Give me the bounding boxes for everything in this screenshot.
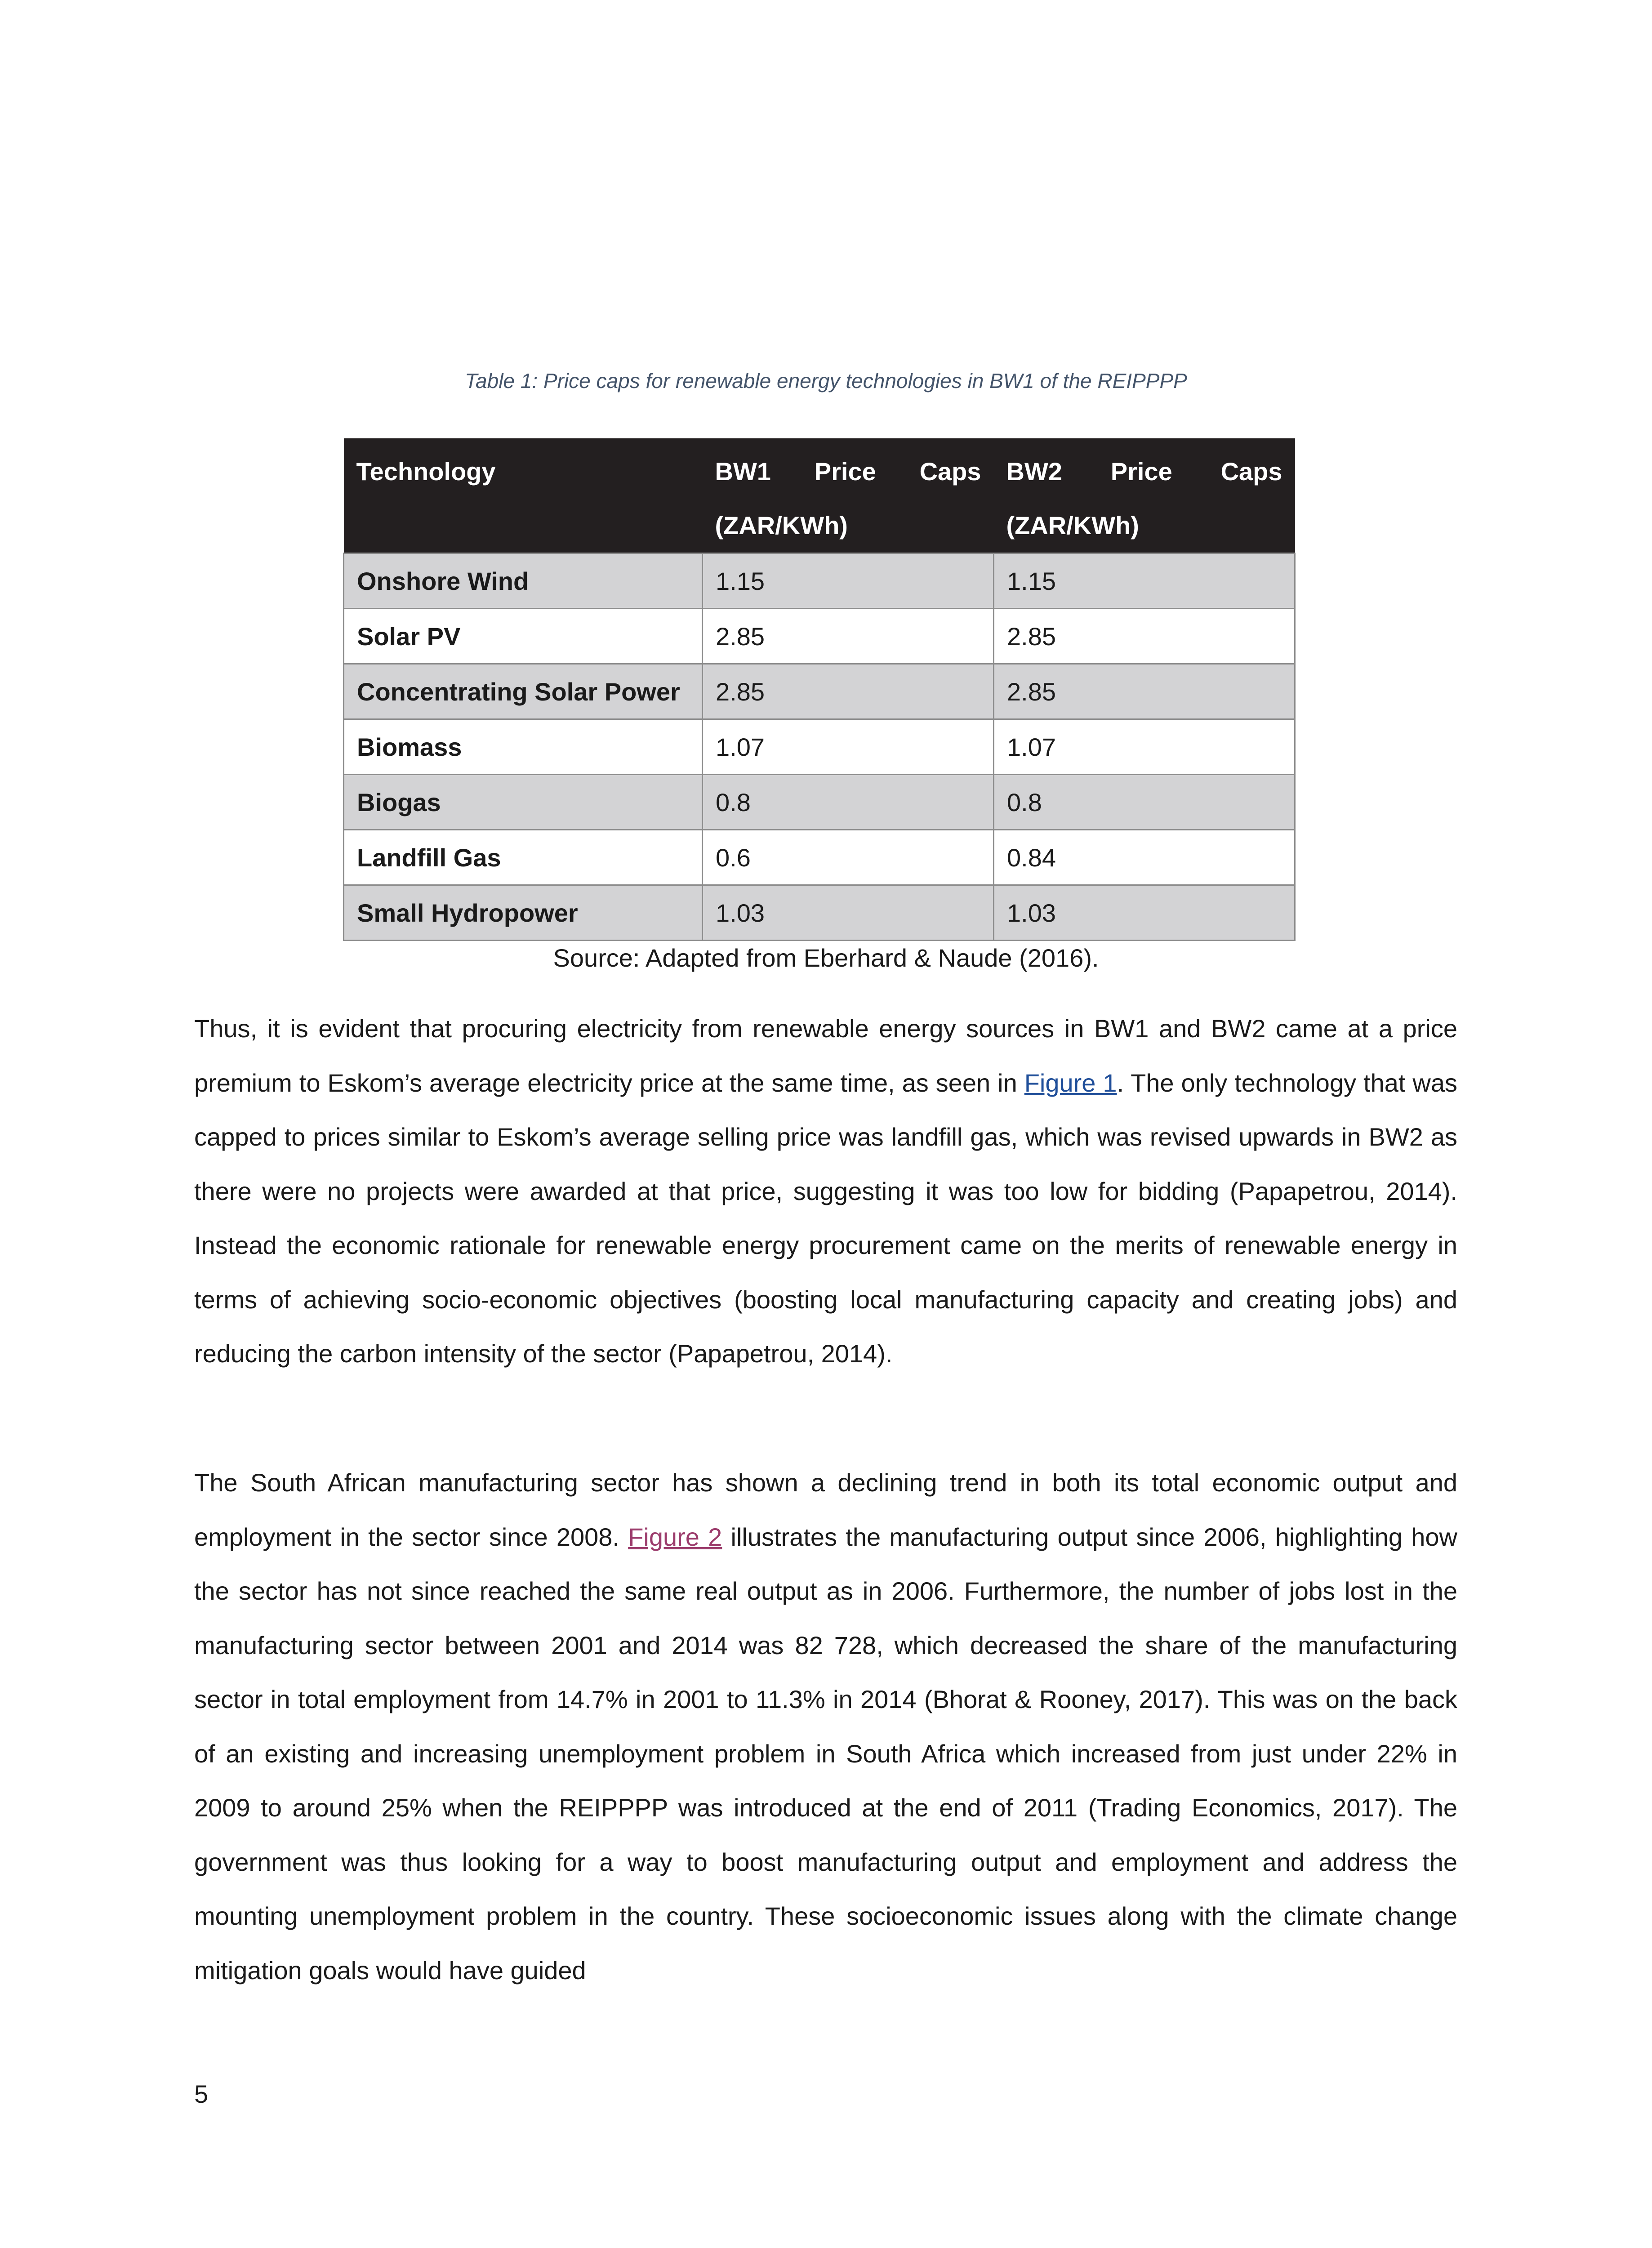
table-row — [344, 885, 1295, 941]
table-caption: Table 1: Price caps for renewable energy technologies in BW1 of the REIPPPP — [465, 369, 1187, 393]
bw1-cell: 1.15 — [703, 553, 994, 609]
table-header-row — [344, 438, 1295, 553]
table-row — [344, 664, 1295, 719]
table-row — [344, 609, 1295, 664]
body-paragraph-1: Thus, it is evident that procuring electricity from renewable energy sources in BW1 and BW2 came at a price premium to Eskom’s average electricity price at the same time, as seen in Figure 1. The only technology that was capped to prices similar to Eskom’s average selling price was landfill gas, which was revised upwards in BW2 as there were no projects were awarded at that price, suggesting it was too low for bidding (Papapetrou, 2014). Instead the economic rationale for renewable energy procurement came on the merits of renewable energy in terms of achieving socio-economic objectives (boosting local manufacturing capacity and creating jobs) and reducing the carbon intensity of the sector (Papapetrou, 2014). — [194, 1014, 1457, 1368]
technology-cell: Small Hydropower — [344, 885, 703, 941]
table-source-note: Source: Adapted from Eberhard & Naude (2016). — [553, 944, 1099, 972]
body-paragraph-2: The South African manufacturing sector has shown a declining trend in both its total economic output and employment in the sector since 2008. Figure 2 illustrates the manufacturing output since 2006, highlighting how the sector has not since reached the same real output as in 2006. Furthermore, the number of jobs lost in the manufacturing sector between 2001 and 2014 was 82 728, which decreased the share of the manufacturing sector in total employment from 14.7% in 2001 to 11.3% in 2014 (Bhorat & Rooney, 2017). This was on the back of an existing and increasing unemployment problem in South Africa which increased from just under 22% in 2009 to around 25% when the REIPPPP was introduced at the end of 2011 (Trading Economics, 2017). The government was thus looking for a way to boost manufacturing output and employment and address the mounting unemployment problem in the country. These socioeconomic issues along with the climate change mitigation goals would have guided — [194, 1468, 1457, 1985]
bw1-cell: 1.03 — [703, 885, 994, 941]
table-row — [344, 775, 1295, 830]
bw1-cell: 2.85 — [703, 609, 994, 664]
bw2-cell: 0.84 — [994, 830, 1295, 885]
bw2-cell: 1.15 — [994, 553, 1295, 609]
bw2-cell: 1.07 — [994, 719, 1295, 775]
header-bw2-price-caps: BW2 Price Caps (ZAR/KWh) — [994, 438, 1295, 553]
table-row — [344, 830, 1295, 885]
price-caps-table — [343, 438, 1296, 941]
figure-2-link[interactable]: Figure 2 — [628, 1522, 722, 1551]
header-technology: Technology — [344, 438, 703, 553]
technology-cell: Solar PV — [344, 609, 703, 664]
bw2-cell: 0.8 — [994, 775, 1295, 830]
bw2-cell: 2.85 — [994, 609, 1295, 664]
technology-cell: Landfill Gas — [344, 830, 703, 885]
table-row — [344, 719, 1295, 775]
bw2-cell: 1.03 — [994, 885, 1295, 941]
bw1-cell: 0.8 — [703, 775, 994, 830]
table-row — [344, 553, 1295, 609]
technology-cell: Concentrating Solar Power — [344, 664, 703, 719]
bw1-cell: 2.85 — [703, 664, 994, 719]
page-number: 5 — [194, 2080, 209, 2108]
technology-cell: Biogas — [344, 775, 703, 830]
bw1-cell: 1.07 — [703, 719, 994, 775]
technology-cell: Onshore Wind — [344, 553, 703, 609]
bw2-cell: 2.85 — [994, 664, 1295, 719]
bw1-cell: 0.6 — [703, 830, 994, 885]
technology-cell: Biomass — [344, 719, 703, 775]
figure-1-link[interactable]: Figure 1 — [1024, 1068, 1117, 1097]
header-bw1-price-caps: BW1 Price Caps (ZAR/KWh) — [703, 438, 994, 553]
